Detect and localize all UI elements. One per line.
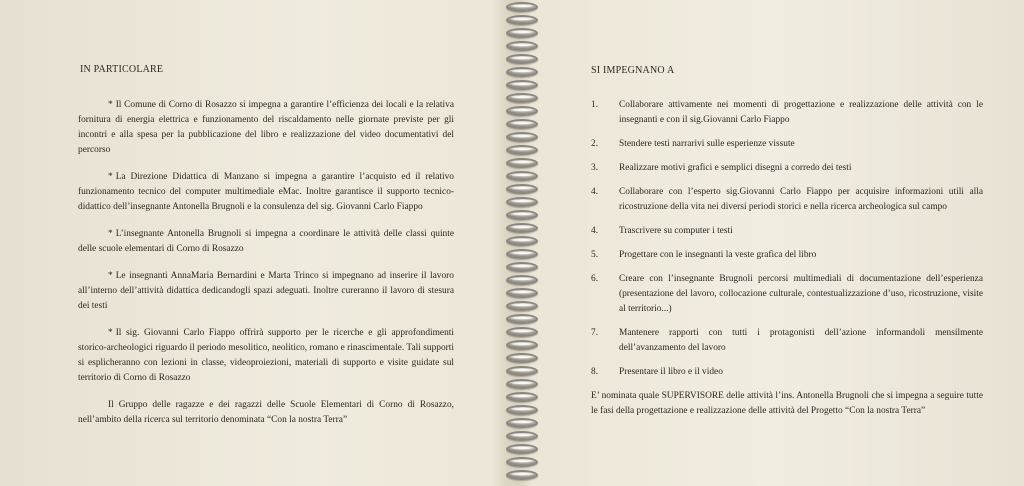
bullet-star: *	[108, 271, 113, 281]
item-number: 1.	[591, 100, 599, 110]
list-item	[591, 98, 983, 128]
list-item	[591, 224, 983, 239]
item-text: Trascrivere su computer i testi	[619, 226, 733, 236]
right-page-body	[591, 98, 983, 419]
paragraph-text: L’insegnante Antonella Brugnoli si impegna a coordinare le attività delle classi quinte delle scuole elementari di Corno di Rosazzo	[78, 229, 454, 254]
paragraph-text: Le insegnanti AnnaMaria Bernardini e Marta Trinco si impegnano ad inserire il lavoro all’interno dell’attività didattica dedicandogli spazi adeguati. Inoltre cureranno il lavoro di stesura dei testi	[78, 271, 454, 311]
item-text: Progettare con le insegnanti la veste grafica del libro	[619, 250, 817, 260]
paragraph	[78, 326, 454, 386]
item-text: Collaborare attivamente nei momenti di progettazione e realizzazione delle attività con le insegnanti e con il sig.Giovanni Carlo Fiappo	[619, 100, 983, 125]
paragraph	[78, 398, 454, 428]
paragraph-text: Il Gruppo delle ragazze e dei ragazzi delle Scuole Elementari di Corno di Rosazzo, nell’ambito della ricerca sul territorio denominata “Con la nostra Terra”	[78, 400, 454, 425]
item-number: 8.	[591, 367, 599, 377]
item-number: 4.	[591, 187, 599, 197]
page-heading: IN PARTICOLARE	[80, 64, 164, 75]
item-text: Collaborare con l’esperto sig.Giovanni Carlo Fiappo per acquisire informazioni utili alla ricostruzione della vita nei diversi periodi storici e nella ricerca archeologica sul campo	[619, 187, 983, 212]
item-number: 2.	[591, 139, 599, 149]
list-item	[591, 326, 983, 356]
item-text: Stendere testi narrarivi sulle esperienze vissute	[619, 139, 795, 149]
right-page	[524, 0, 1024, 486]
left-page	[0, 0, 500, 486]
list-item	[591, 248, 983, 263]
item-number: 6.	[591, 274, 599, 284]
paragraph-text: Il sig. Giovanni Carlo Fiappo offrirà supporto per le ricerche e gli approfondimenti storico-archeologici riguardo il periodo mesolitico, neolitico, romano e rinascimentale. Tali supporti si esplicheranno con lezioni in classe, videoproiezioni, materiali di supporto e visite guidate sul territorio di Corno di Rosazzo	[78, 328, 454, 383]
bullet-star: *	[108, 172, 113, 182]
item-number: 5.	[591, 250, 599, 260]
list-item	[591, 185, 983, 215]
paragraph-text: La Direzione Didattica di Manzano si impegna a garantire l’acquisto ed il relativo funzionamento tecnico del computer multimediale eMac. Inoltre garantisce il supporto tecnico-didattico dell’insegnante Antonella Brugnoli e la consulenza del sig. Giovanni Carlo Fiappo	[78, 172, 454, 212]
left-page-body	[78, 98, 454, 440]
paragraph-text: Il Comune di Corno di Rosazzo si impegna a garantire l’efficienza dei locali e la relativa fornitura di energia elettrica e funzionamento del riscaldamento nelle giornate previste per gli incontri e alla spesa per la pubblicazione del libro e realizzazione del video documentativi del percorso	[78, 100, 454, 155]
bullet-star: *	[108, 229, 113, 239]
item-number: 7.	[591, 328, 599, 338]
list-item	[591, 365, 983, 380]
item-number: 3.	[591, 163, 599, 173]
bullet-star: *	[108, 328, 113, 338]
page-heading: SI IMPEGNANO A	[591, 65, 675, 76]
bullet-star: *	[108, 100, 113, 110]
item-text: Presentare il libro e il video	[619, 367, 723, 377]
list-item	[591, 137, 983, 152]
supervisor-note: E’ nominata quale SUPERVISORE delle attività l’ins. Antonella Brugnoli che si impegna a seguire tutte le fasi della progettazione e realizzazione delle attività del Progetto “Con la nostra Terra”	[591, 391, 983, 416]
list-item	[591, 161, 983, 176]
paragraph	[78, 98, 454, 158]
item-text: Creare con l’insegnante Brugnoli percorsi multimediali di documentazione dell’esperienza (presentazione del lavoro, collocazione culturale, contestualizzazione d’uso, ricostruzione, visite al territorio...)	[619, 274, 983, 314]
paragraph	[78, 269, 454, 314]
item-text: Realizzare motivi grafici e semplici disegni a corredo dei testi	[619, 163, 852, 173]
list-item	[591, 272, 983, 317]
item-number: 4.	[591, 226, 599, 236]
paragraph	[78, 170, 454, 215]
paragraph	[78, 227, 454, 257]
item-text: Mantenere rapporti con tutti i protagonisti dell’azione informandoli mensilmente dell’avanzamento del lavoro	[619, 328, 983, 353]
